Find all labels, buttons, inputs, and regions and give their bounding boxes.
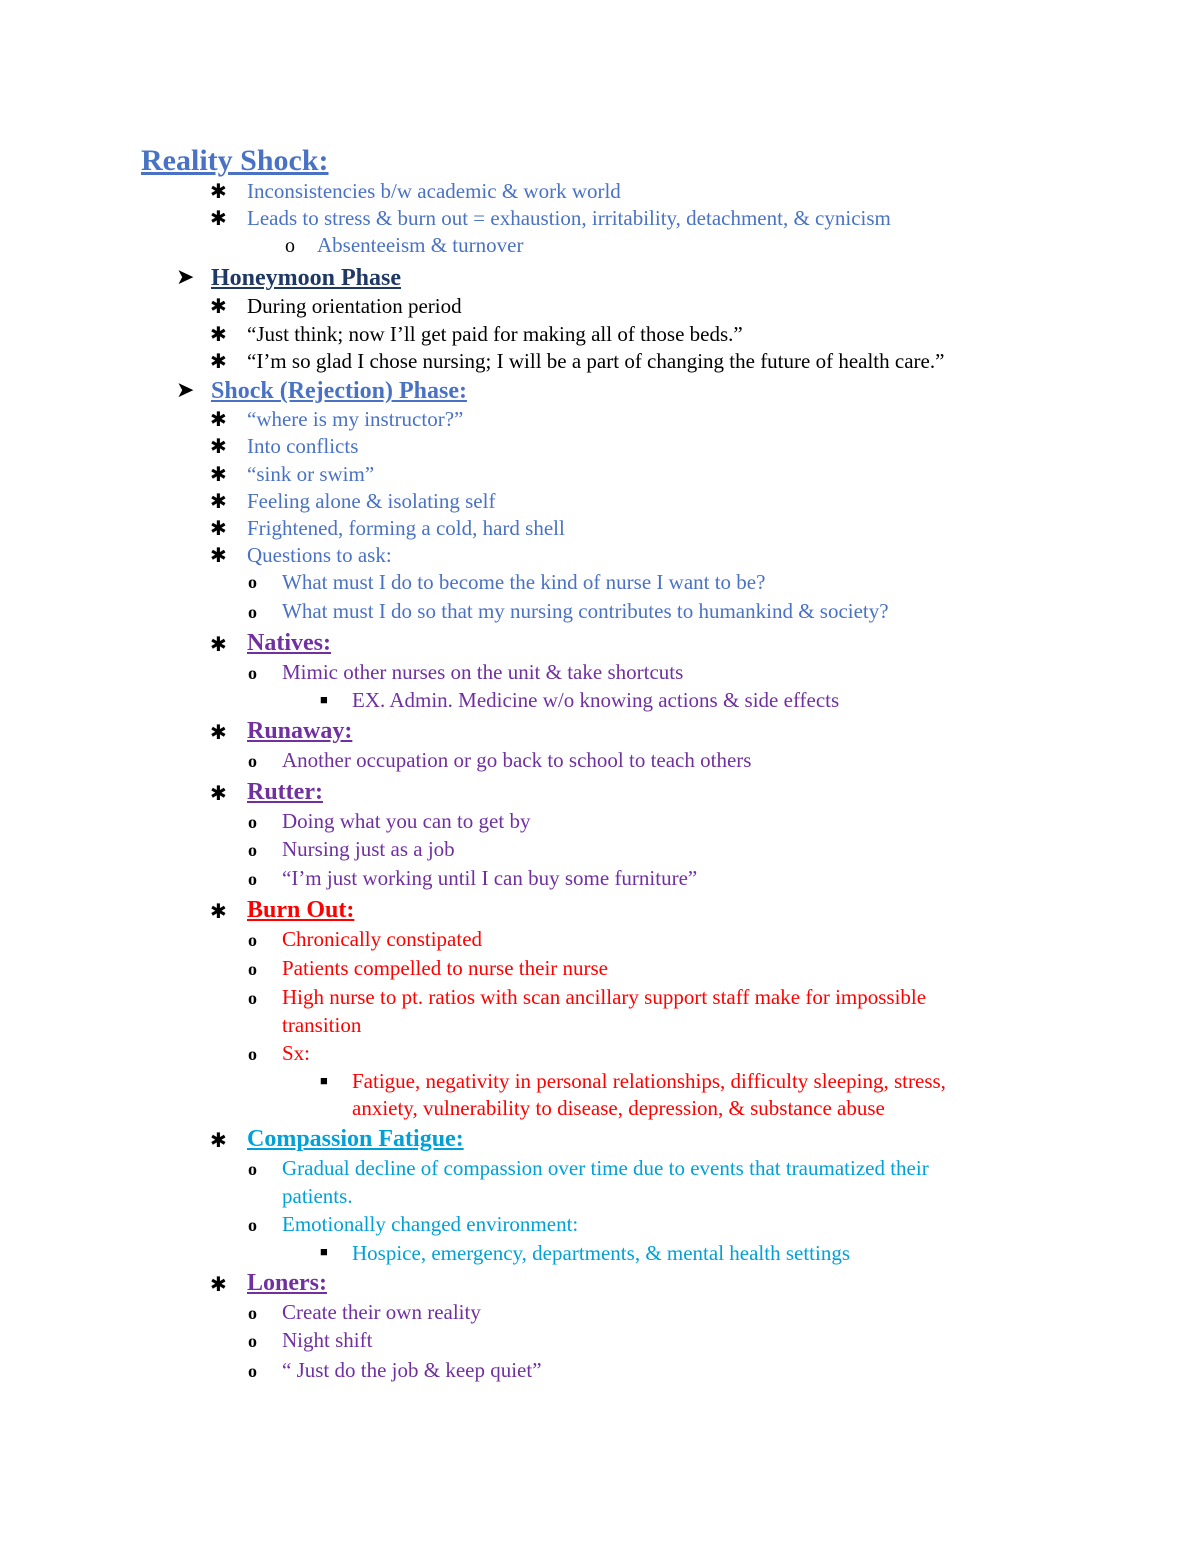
circle-bullet-icon: o xyxy=(248,1215,257,1235)
list-item: During orientation period xyxy=(247,294,462,318)
arrow-bullet-icon: ➤ xyxy=(176,377,195,402)
circle-bullet-icon: o xyxy=(248,751,257,771)
list-item: Mimic other nurses on the unit & take shortcuts xyxy=(282,660,684,684)
list-item: “Just think; now I’ll get paid for making all of those beds.” xyxy=(247,322,743,346)
square-bullet-icon: ■ xyxy=(320,1073,328,1088)
square-bullet-icon: ■ xyxy=(320,692,328,707)
section-heading-shock: Shock (Rejection) Phase: xyxy=(211,378,467,404)
list-item-continuation: patients. xyxy=(282,1184,353,1208)
asterisk-bullet-icon: ✱ xyxy=(210,634,227,656)
list-item: “I’m just working until I can buy some furniture” xyxy=(282,866,698,890)
list-item: Inconsistencies b/w academic & work world xyxy=(247,179,621,203)
arrow-bullet-icon: ➤ xyxy=(176,264,195,289)
section-heading-compassion-fatigue: Compassion Fatigue: xyxy=(247,1126,464,1152)
section-heading-loners: Loners: xyxy=(247,1270,327,1296)
circle-bullet-icon: o xyxy=(248,663,257,683)
list-item: “ Just do the job & keep quiet” xyxy=(282,1358,542,1382)
circle-bullet-icon: o xyxy=(248,959,257,979)
section-heading-honeymoon: Honeymoon Phase xyxy=(211,265,402,291)
circle-bullet-icon: o xyxy=(248,1361,257,1381)
list-item: Doing what you can to get by xyxy=(282,809,531,833)
asterisk-bullet-icon: ✱ xyxy=(210,409,227,431)
circle-bullet-icon: o xyxy=(248,1044,257,1064)
list-item: Emotionally changed environment: xyxy=(282,1212,579,1236)
circle-bullet-icon: o xyxy=(248,602,257,622)
list-item: Frightened, forming a cold, hard shell xyxy=(247,516,565,540)
asterisk-bullet-icon: ✱ xyxy=(210,296,227,318)
list-item: Leads to stress & burn out = exhaustion, irritability, detachment, & cynicism xyxy=(247,206,891,230)
asterisk-bullet-icon: ✱ xyxy=(210,208,227,230)
asterisk-bullet-icon: ✱ xyxy=(210,491,227,513)
circle-bullet-icon: o xyxy=(248,988,257,1008)
asterisk-bullet-icon: ✱ xyxy=(210,545,227,567)
list-item: High nurse to pt. ratios with scan ancillary support staff make for impossible xyxy=(282,985,927,1009)
asterisk-bullet-icon: ✱ xyxy=(210,518,227,540)
circle-bullet-icon: o xyxy=(285,235,295,257)
list-item: Feeling alone & isolating self xyxy=(247,489,496,513)
list-item: Nursing just as a job xyxy=(282,837,455,861)
circle-bullet-icon: o xyxy=(248,812,257,832)
section-heading-natives: Natives: xyxy=(247,630,331,656)
asterisk-bullet-icon: ✱ xyxy=(210,1130,227,1152)
section-heading-rutter: Rutter: xyxy=(247,779,323,805)
list-item: “sink or swim” xyxy=(247,462,375,486)
section-heading-burn-out: Burn Out: xyxy=(247,897,355,923)
list-item: EX. Admin. Medicine w/o knowing actions & side effects xyxy=(352,688,840,712)
circle-bullet-icon: o xyxy=(248,869,257,889)
list-item: Chronically constipated xyxy=(282,927,483,951)
list-item: Hospice, emergency, departments, & mental health settings xyxy=(352,1241,851,1265)
circle-bullet-icon: o xyxy=(248,930,257,950)
list-item: Patients compelled to nurse their nurse xyxy=(282,956,609,980)
list-item: Night shift xyxy=(282,1328,373,1352)
asterisk-bullet-icon: ✱ xyxy=(210,324,227,346)
list-item: What must I do so that my nursing contributes to humankind & society? xyxy=(282,599,889,623)
square-bullet-icon: ■ xyxy=(320,1244,328,1259)
page-title: Reality Shock: xyxy=(141,144,329,177)
circle-bullet-icon: o xyxy=(248,840,257,860)
circle-bullet-icon: o xyxy=(248,1159,257,1179)
asterisk-bullet-icon: ✱ xyxy=(210,436,227,458)
list-item: Absenteeism & turnover xyxy=(317,233,524,257)
asterisk-bullet-icon: ✱ xyxy=(210,783,227,805)
list-item-continuation: anxiety, vulnerability to disease, depression, & substance abuse xyxy=(352,1096,885,1120)
list-item: Sx: xyxy=(282,1041,311,1065)
list-item: Create their own reality xyxy=(282,1300,481,1324)
asterisk-bullet-icon: ✱ xyxy=(210,181,227,203)
list-item: Fatigue, negativity in personal relationships, difficulty sleeping, stress, xyxy=(352,1069,946,1093)
asterisk-bullet-icon: ✱ xyxy=(210,351,227,373)
list-item: “I’m so glad I chose nursing; I will be a part of changing the future of health care.” xyxy=(247,349,945,373)
list-item: “where is my instructor?” xyxy=(247,407,464,431)
list-item: Into conflicts xyxy=(247,434,359,458)
list-item: What must I do to become the kind of nurse I want to be? xyxy=(282,570,766,594)
list-item: Another occupation or go back to school to teach others xyxy=(282,748,752,772)
asterisk-bullet-icon: ✱ xyxy=(210,1274,227,1296)
list-item: Gradual decline of compassion over time due to events that traumatized their xyxy=(282,1156,929,1180)
section-heading-runaway: Runaway: xyxy=(247,718,353,744)
circle-bullet-icon: o xyxy=(248,572,257,592)
list-item-continuation: transition xyxy=(282,1013,362,1037)
asterisk-bullet-icon: ✱ xyxy=(210,464,227,486)
circle-bullet-icon: o xyxy=(248,1303,257,1323)
asterisk-bullet-icon: ✱ xyxy=(210,722,227,744)
list-item: Questions to ask: xyxy=(247,543,392,567)
asterisk-bullet-icon: ✱ xyxy=(210,901,227,923)
circle-bullet-icon: o xyxy=(248,1331,257,1351)
